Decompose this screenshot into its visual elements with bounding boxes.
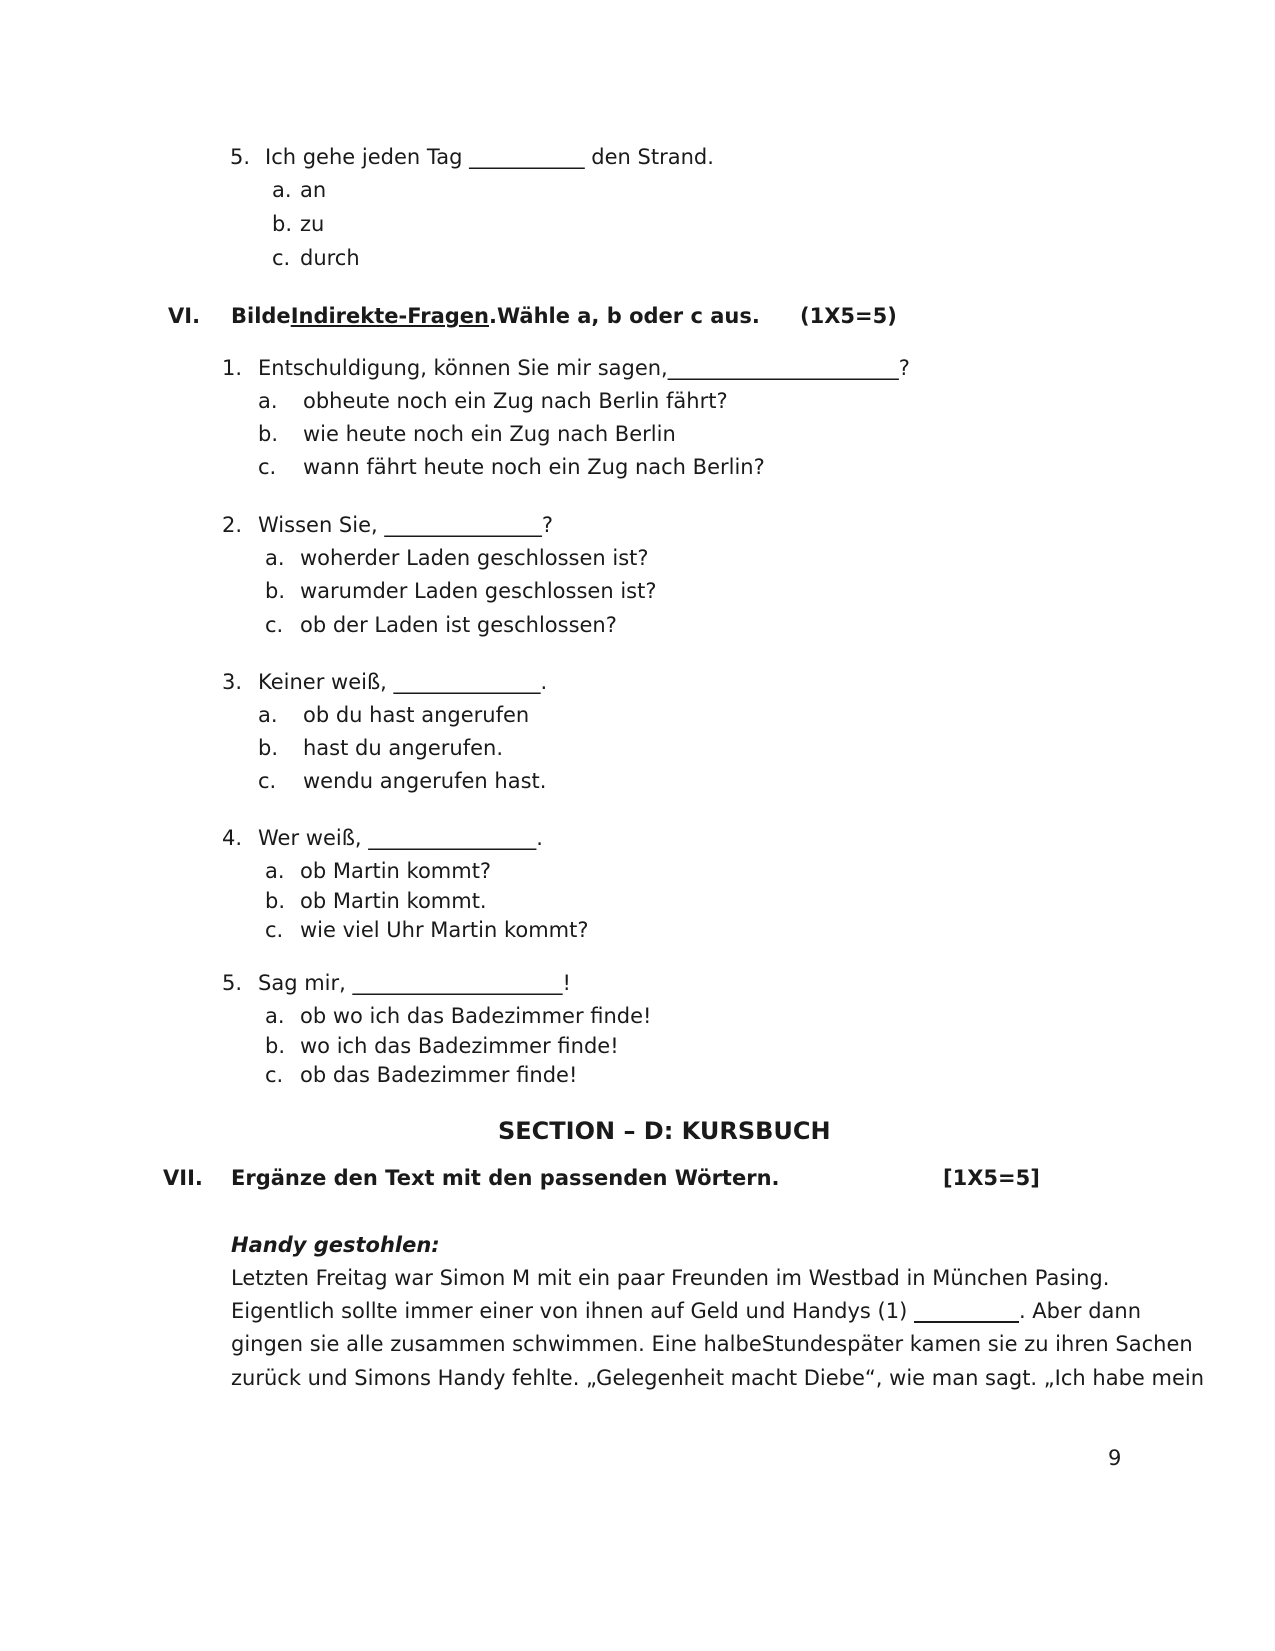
option-text: wie heute noch ein Zug nach Berlin [303, 422, 676, 446]
question-number: 1. [222, 356, 243, 380]
option-letter: a. [258, 389, 278, 413]
story-title: Handy gestohlen: [231, 1233, 440, 1257]
question-text: Sag mir, ____________________! [258, 971, 571, 995]
option-letter: c. [265, 1063, 284, 1087]
story-line: zurück und Simons Handy fehlte. „Gelegenheit macht Diebe“, wie man sagt. „Ich habe mein [231, 1366, 1205, 1390]
option-letter: b. [258, 736, 279, 760]
option-letter: b. [272, 212, 293, 236]
question-text: Wer weiß, ________________. [258, 826, 543, 850]
section-instruction: Ergänze den Text mit den passenden Wörtern. [231, 1166, 780, 1190]
question-text: Entschuldigung, können Sie mir sagen,______________________? [258, 356, 910, 380]
option-letter: b. [258, 422, 279, 446]
option-text: warumder Laden geschlossen ist? [300, 579, 657, 603]
section-marks: [1X5=5] [943, 1166, 1040, 1190]
question-text: Ich gehe jeden Tag ___________ den Strand. [265, 145, 714, 169]
option-text: obheute noch ein Zug nach Berlin fährt? [303, 389, 728, 413]
option-letter: a. [265, 1004, 285, 1028]
section-roman-numeral: VI. [168, 304, 201, 328]
option-letter: c. [265, 918, 284, 942]
section-title: SECTION – D: KURSBUCH [498, 1117, 831, 1145]
question-number: 3. [222, 670, 243, 694]
option-text: hast du angerufen. [303, 736, 504, 760]
option-letter: b. [265, 889, 286, 913]
option-letter: c. [258, 769, 277, 793]
question-number: 4. [222, 826, 243, 850]
option-letter: b. [265, 1034, 286, 1058]
question-text: Wissen Sie, _______________? [258, 513, 554, 537]
option-letter: a. [258, 703, 278, 727]
option-letter: b. [265, 579, 286, 603]
section-roman-numeral: VII. [163, 1166, 203, 1190]
page-number: 9 [1108, 1446, 1122, 1470]
question-text: Keiner weiß, ______________. [258, 670, 548, 694]
option-letter: c. [272, 246, 291, 270]
option-text: ob du hast angerufen [303, 703, 530, 727]
story-line: Letzten Freitag war Simon M mit ein paar Freunden im Westbad in München Pasing. [231, 1266, 1110, 1290]
option-text: wann fährt heute noch ein Zug nach Berlin? [303, 455, 765, 479]
option-text: ob Martin kommt. [300, 889, 487, 913]
option-text: ob wo ich das Badezimmer finde! [300, 1004, 652, 1028]
question-number: 2. [222, 513, 243, 537]
option-text: durch [300, 246, 360, 270]
option-text: ob der Laden ist geschlossen? [300, 613, 617, 637]
story-line: gingen sie alle zusammen schwimmen. Eine halbeStundespäter kamen sie zu ihren Sachen [231, 1332, 1193, 1356]
option-letter: c. [258, 455, 277, 479]
option-letter: a. [265, 859, 285, 883]
option-text: an [300, 178, 327, 202]
option-letter: c. [265, 613, 284, 637]
option-letter: a. [265, 546, 285, 570]
section-instruction: BildeIndirekte-Fragen.Wähle a, b oder c aus. [231, 304, 760, 328]
question-number: 5. [222, 971, 243, 995]
option-text: woherder Laden geschlossen ist? [300, 546, 649, 570]
option-text: ob das Badezimmer finde! [300, 1063, 578, 1087]
answer-blank: __________ [913, 1299, 1019, 1323]
option-text: wie viel Uhr Martin kommt? [300, 918, 589, 942]
option-text: wendu angerufen hast. [303, 769, 547, 793]
option-text: zu [300, 212, 325, 236]
option-letter: a. [272, 178, 292, 202]
option-text: ob Martin kommt? [300, 859, 492, 883]
question-number: 5. [230, 145, 251, 169]
story-line: Eigentlich sollte immer einer von ihnen auf Geld und Handys (1) __________. Aber dann [231, 1299, 1142, 1323]
section-marks: (1X5=5) [800, 304, 897, 328]
option-text: wo ich das Badezimmer finde! [300, 1034, 619, 1058]
